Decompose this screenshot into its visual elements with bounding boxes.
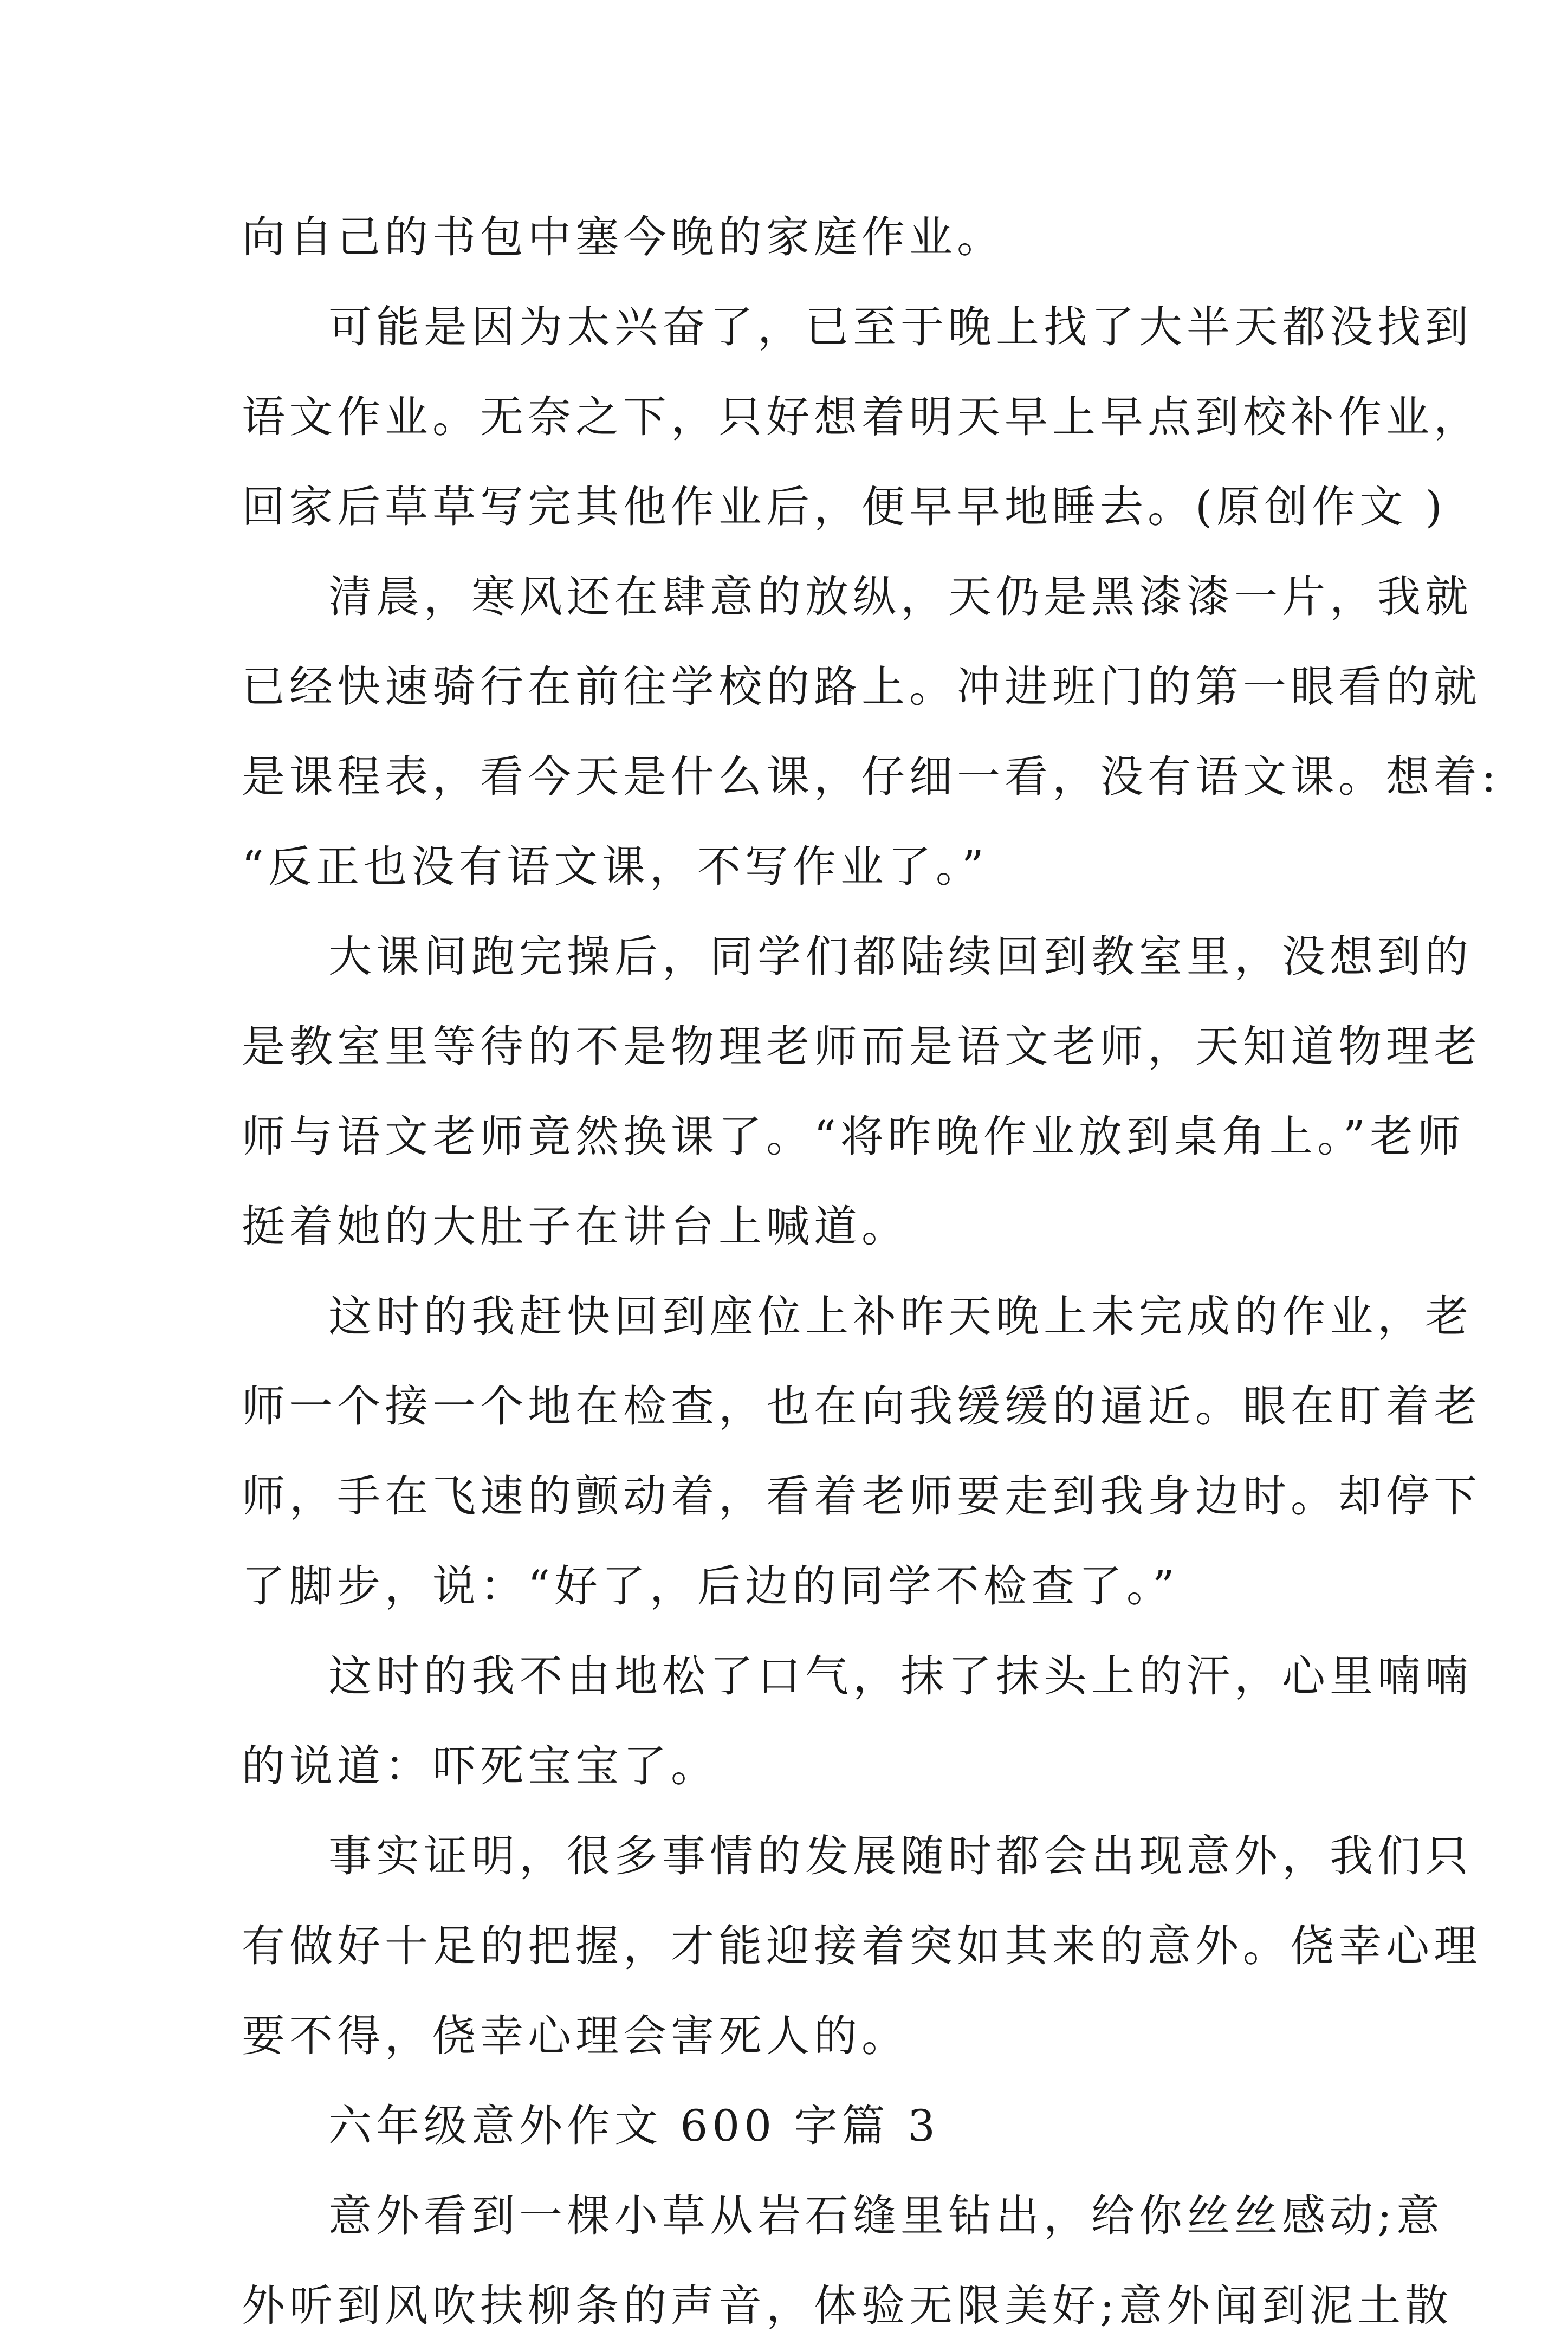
- text-line: “反正也没有语文课，不写作业了。”: [242, 841, 988, 892]
- text-line: 外听到风吹扶柳条的声音，体验无限美好;意外闻到泥土散: [242, 2281, 1453, 2331]
- text-line: 师，手在飞速的颤动着，看着老师要走到我身边时。却停下: [242, 1471, 1481, 1521]
- text-line: 有做好十足的把握，才能迎接着突如其来的意外。侥幸心理: [242, 1921, 1481, 1971]
- text-line: 向自己的书包中塞今晚的家庭作业。: [242, 212, 1005, 262]
- text-line: 了脚步，说：“好了，后边的同学不检查了。”: [242, 1561, 1179, 1611]
- text-line: 是教室里等待的不是物理老师而是语文老师，天知道物理老: [242, 1021, 1481, 1072]
- text-line: 六年级意外作文 600 字篇 3: [328, 2101, 939, 2151]
- text-line: 的说道：吓死宝宝了。: [242, 1741, 718, 1791]
- text-line: 大课间跑完操后，同学们都陆续回到教室里，没想到的: [328, 931, 1473, 982]
- text-line: 要不得，侥幸心理会害死人的。: [242, 2011, 909, 2061]
- text-line: 挺着她的大肚子在讲台上喊道。: [242, 1201, 909, 1252]
- text-line: 回家后草草写完其他作业后，便早早地睡去。(原创作文 ): [242, 482, 1447, 532]
- text-line: 师与语文老师竟然换课了。“将昨晚作业放到桌角上。”老师: [242, 1111, 1465, 1162]
- text-line: 语文作业。无奈之下，只好想着明天早上早点到校补作业，: [242, 392, 1481, 442]
- text-line: 意外看到一棵小草从岩石缝里钻出，给你丝丝感动;意: [328, 2191, 1444, 2241]
- document-body: [242, 192, 1500, 2351]
- text-line: 事实证明，很多事情的发展随时都会出现意外，我们只: [328, 1831, 1473, 1881]
- text-line: 清晨，寒风还在肆意的放纵，天仍是黑漆漆一片，我就: [328, 572, 1473, 622]
- text-line: 这时的我不由地松了口气，抹了抹头上的汗，心里喃喃: [328, 1651, 1473, 1701]
- text-line: 已经快速骑行在前往学校的路上。冲进班门的第一眼看的就: [242, 662, 1481, 712]
- text-line: 师一个接一个地在检查，也在向我缓缓的逼近。眼在盯着老: [242, 1381, 1481, 1432]
- text-line: 可能是因为太兴奋了，已至于晚上找了大半天都没找到: [328, 302, 1473, 352]
- text-line: 这时的我赶快回到座位上补昨天晚上未完成的作业，老: [328, 1291, 1473, 1342]
- text-line: 是课程表，看今天是什么课，仔细一看，没有语文课。想着:: [242, 752, 1500, 802]
